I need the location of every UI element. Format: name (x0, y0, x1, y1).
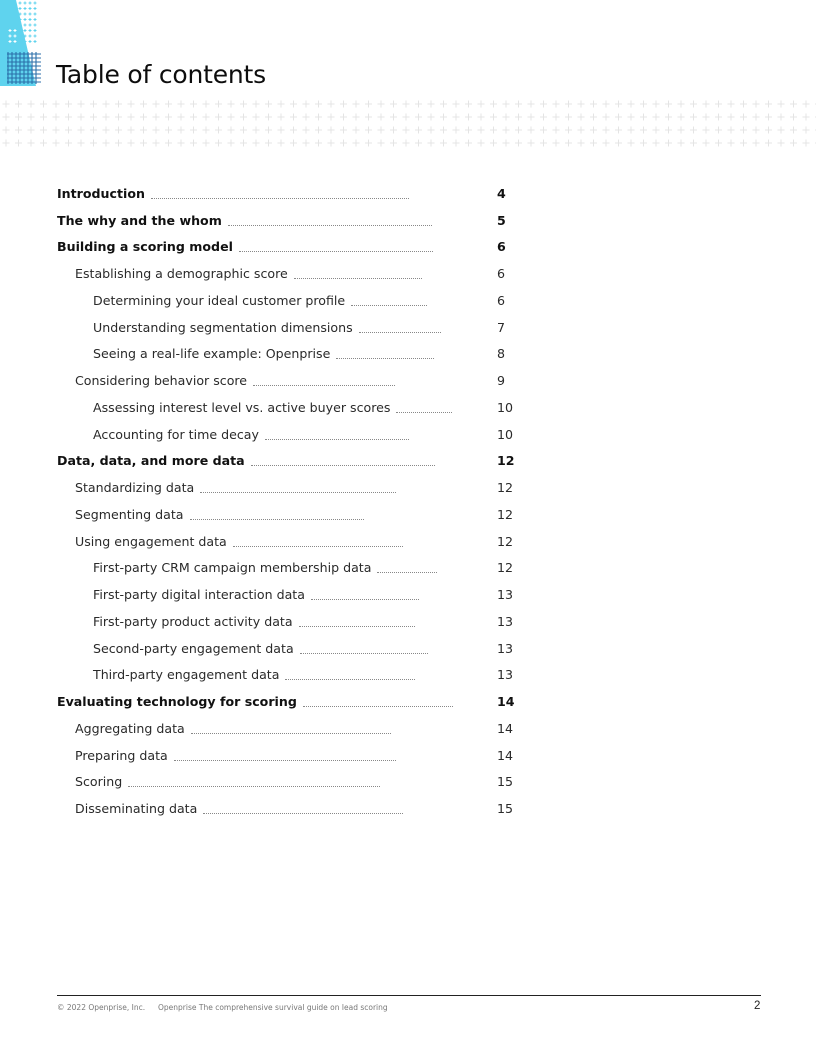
toc-entry-label: Third-party engagement data (93, 667, 280, 683)
brand-logo-graphic (0, 0, 42, 86)
toc-entry[interactable] (57, 635, 517, 662)
toc-dot-leader (251, 464, 435, 466)
toc-dot-leader (203, 812, 403, 814)
toc-dot-leader (228, 224, 432, 226)
toc-entry-page-number: 6 (497, 266, 506, 282)
toc-entry-page-number: 12 (497, 506, 514, 522)
toc-entry-label: Introduction (57, 185, 145, 201)
toc-entry-label: Disseminating data (75, 801, 198, 817)
toc-entry[interactable] (57, 341, 517, 368)
toc-entry-label: First-party CRM campaign membership data (93, 560, 372, 576)
toc-dot-leader (151, 197, 409, 199)
plus-pattern-decoration (0, 97, 816, 153)
toc-entry-label: Evaluating technology for scoring (57, 694, 297, 710)
logo-triangle-shape (0, 0, 36, 86)
footer-page-number: 2 (754, 1000, 761, 1012)
toc-entry[interactable] (57, 180, 517, 207)
toc-dot-leader (200, 491, 396, 493)
toc-dot-leader (128, 785, 380, 787)
toc-entry-label: Data, data, and more data (57, 453, 245, 469)
toc-entry-page-number: 14 (497, 720, 514, 736)
toc-entry[interactable] (57, 474, 517, 501)
toc-entry-label: Aggregating data (75, 720, 185, 736)
toc-entry[interactable] (57, 608, 517, 635)
toc-entry-page-number: 4 (497, 185, 506, 201)
toc-entry-page-number: 10 (497, 426, 514, 442)
page-title: Table of contents (56, 60, 266, 89)
toc-entry-page-number: 12 (497, 533, 514, 549)
toc-entry[interactable] (57, 207, 517, 234)
toc-entry[interactable] (57, 528, 517, 555)
toc-entry-page-number: 15 (497, 774, 514, 790)
toc-entry-label: Seeing a real-life example: Openprise (93, 346, 331, 362)
toc-entry-label: Understanding segmentation dimensions (93, 319, 353, 335)
toc-entry[interactable] (57, 715, 517, 742)
toc-entry-label: Standardizing data (75, 480, 195, 496)
toc-entry[interactable] (57, 769, 517, 796)
toc-entry[interactable] (57, 688, 517, 715)
toc-entry-page-number: 13 (497, 667, 514, 683)
toc-dot-leader (233, 545, 403, 547)
toc-entry[interactable] (57, 287, 517, 314)
toc-dot-leader (311, 598, 419, 600)
toc-entry-label: Considering behavior score (75, 373, 248, 389)
toc-dot-leader (359, 331, 441, 333)
toc-entry-page-number: 14 (497, 694, 515, 710)
toc-entry-label: Using engagement data (75, 533, 227, 549)
toc-dot-leader (285, 678, 415, 680)
toc-entry[interactable] (57, 795, 517, 822)
toc-entry-label: Segmenting data (75, 506, 184, 522)
toc-dot-leader (303, 705, 453, 707)
toc-entry-page-number: 13 (497, 587, 514, 603)
toc-dot-leader (300, 652, 428, 654)
toc-dot-leader (191, 732, 391, 734)
toc-entry[interactable] (57, 314, 517, 341)
toc-entry[interactable] (57, 742, 517, 769)
toc-entry-label: Preparing data (75, 747, 168, 763)
footer-guide-title: Openprise The comprehensive survival guide on lead scoring (158, 1003, 388, 1012)
toc-dot-leader (396, 411, 452, 413)
toc-entry-label: First-party digital interaction data (93, 587, 305, 603)
toc-dot-leader (377, 571, 437, 573)
toc-entry-label: Assessing interest level vs. active buyer scores (93, 399, 391, 415)
toc-entry-page-number: 13 (497, 640, 514, 656)
toc-dot-leader (299, 625, 415, 627)
toc-dot-leader (265, 438, 409, 440)
toc-entry-page-number: 8 (497, 346, 506, 362)
toc-entry[interactable] (57, 662, 517, 689)
toc-dot-leader (253, 384, 395, 386)
toc-entry-label: Second-party engagement data (93, 640, 294, 656)
toc-entry-label: Determining your ideal customer profile (93, 292, 346, 308)
toc-dot-leader (174, 759, 396, 761)
toc-entry[interactable] (57, 501, 517, 528)
toc-entry[interactable] (57, 367, 517, 394)
logo-grid (7, 52, 41, 84)
footer-divider (57, 995, 761, 996)
toc-entry-page-number: 14 (497, 747, 514, 763)
toc-entry-label: Establishing a demographic score (75, 266, 288, 282)
toc-entry-page-number: 12 (497, 453, 515, 469)
toc-entry-page-number: 7 (497, 319, 506, 335)
toc-entry-label: Accounting for time decay (93, 426, 259, 442)
toc-entry-page-number: 10 (497, 399, 514, 415)
toc-entry[interactable] (57, 394, 517, 421)
toc-entry-label: The why and the whom (57, 212, 222, 228)
toc-entry-page-number: 15 (497, 801, 514, 817)
toc-entry-page-number: 5 (497, 212, 506, 228)
toc-entry-label: First-party product activity data (93, 613, 293, 629)
toc-entry[interactable] (57, 260, 517, 287)
footer-copyright: © 2022 Openprise, Inc. (57, 1003, 146, 1012)
toc-entry-page-number: 9 (497, 373, 506, 389)
toc-entry-label: Scoring (75, 774, 123, 790)
table-of-contents (57, 180, 517, 822)
toc-entry[interactable] (57, 234, 517, 261)
toc-entry-page-number: 6 (497, 239, 506, 255)
toc-entry-label: Building a scoring model (57, 239, 233, 255)
toc-entry-page-number: 12 (497, 560, 514, 576)
toc-entry[interactable] (57, 448, 517, 475)
toc-dot-leader (239, 250, 433, 252)
toc-entry[interactable] (57, 555, 517, 582)
toc-dot-leader (351, 304, 427, 306)
toc-dot-leader (336, 357, 434, 359)
toc-entry-page-number: 6 (497, 292, 506, 308)
toc-entry-page-number: 13 (497, 613, 514, 629)
toc-dot-leader (190, 518, 364, 520)
toc-dot-leader (294, 277, 422, 279)
toc-entry[interactable] (57, 421, 517, 448)
toc-entry-page-number: 12 (497, 480, 514, 496)
toc-entry[interactable] (57, 581, 517, 608)
